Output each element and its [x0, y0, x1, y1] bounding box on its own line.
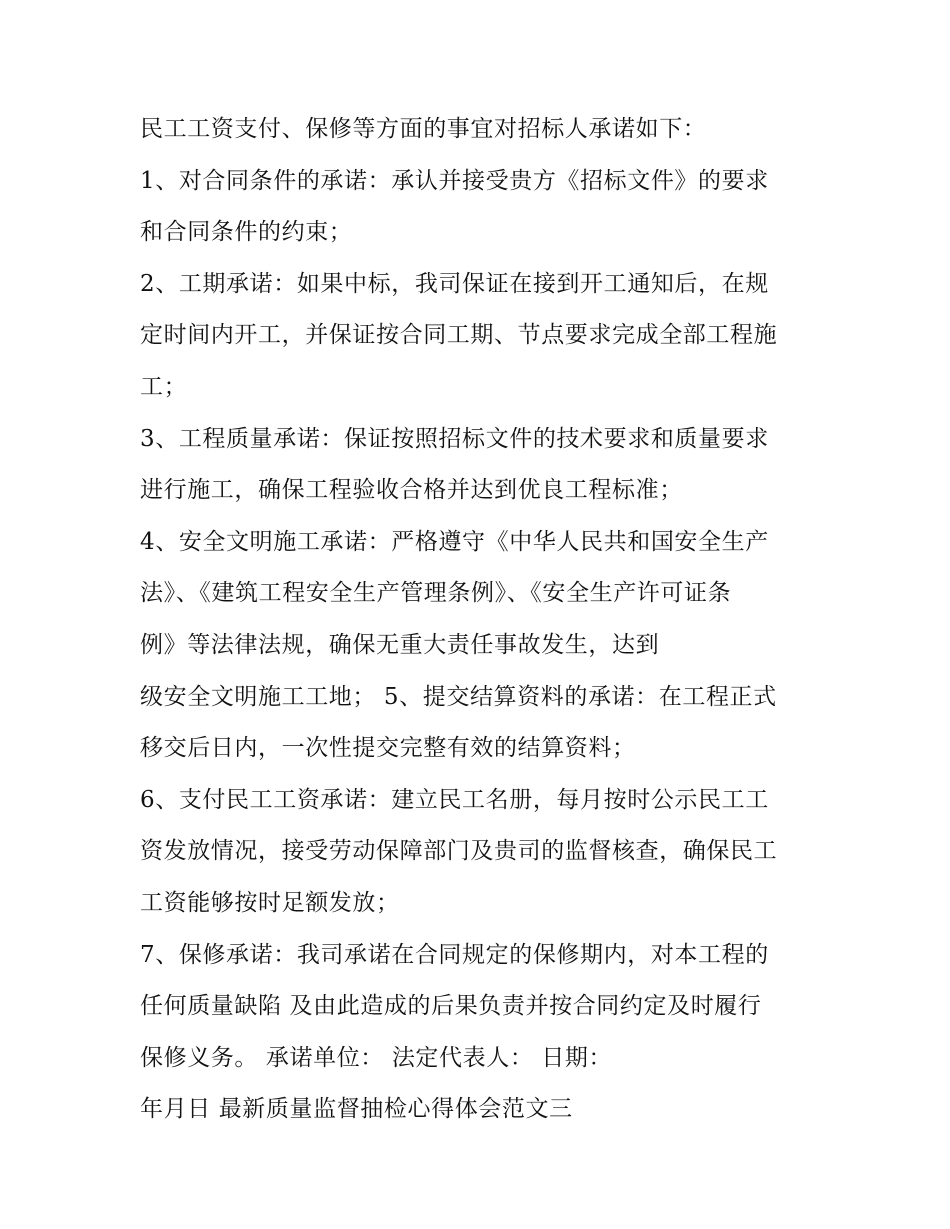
text-line: 任何质量缺陷 及由此造成的后果负责并按合同约定及时履行	[140, 993, 762, 1020]
text-line: 法》、《建筑工程安全生产管理条例》、《安全生产许可证条	[140, 580, 732, 607]
text-line: 民工工资支付、保修等方面的事宜对招标人承诺如下：	[140, 116, 707, 142]
text-line: 进行施工，确保工程验收合格并达到优良工程标准；	[140, 477, 683, 504]
text-line: 4、安全文明施工承诺：严格遵守《中华人民共和国安全生产	[140, 528, 769, 555]
body-text	[140, 104, 830, 1136]
text-line: 7、保修承诺：我司承诺在合同规定的保修期内，对本工程的	[140, 941, 769, 968]
text-line: 6、支付民工工资承诺：建立民工名册，每月按时公示民工工	[140, 786, 769, 813]
text-line: 级安全文明施工工地； 5、提交结算资料的承诺：在工程正式	[140, 683, 777, 710]
text-line: 工；	[140, 373, 188, 400]
text-line: 3、工程质量承诺：保证按照招标文件的技术要求和质量要求	[140, 425, 769, 452]
text-line: 保修义务。 承诺单位： 法定代表人： 日期：	[140, 1044, 613, 1071]
text-line: 定时间内开工，并保证按合同工期、节点要求完成全部工程施	[140, 322, 778, 349]
text-line: 年月日 最新质量监督抽检心得体会范文三	[140, 1096, 573, 1123]
text-line: 移交后日内，一次性提交完整有效的结算资料；	[140, 735, 636, 762]
text-line: 例》等法律法规，确保无重大责任事故发生，达到	[140, 631, 660, 658]
text-line: 资发放情况，接受劳动保障部门及贵司的监督核查，确保民工	[140, 838, 778, 865]
text-line: 1、对合同条件的承诺：承认并接受贵方《招标文件》的要求	[140, 167, 769, 194]
text-line: 工资能够按时足额发放；	[140, 889, 400, 916]
text-line: 2、工期承诺：如果中标，我司保证在接到开工通知后，在规	[140, 270, 769, 297]
text-line: 和合同条件的约束；	[140, 219, 353, 246]
